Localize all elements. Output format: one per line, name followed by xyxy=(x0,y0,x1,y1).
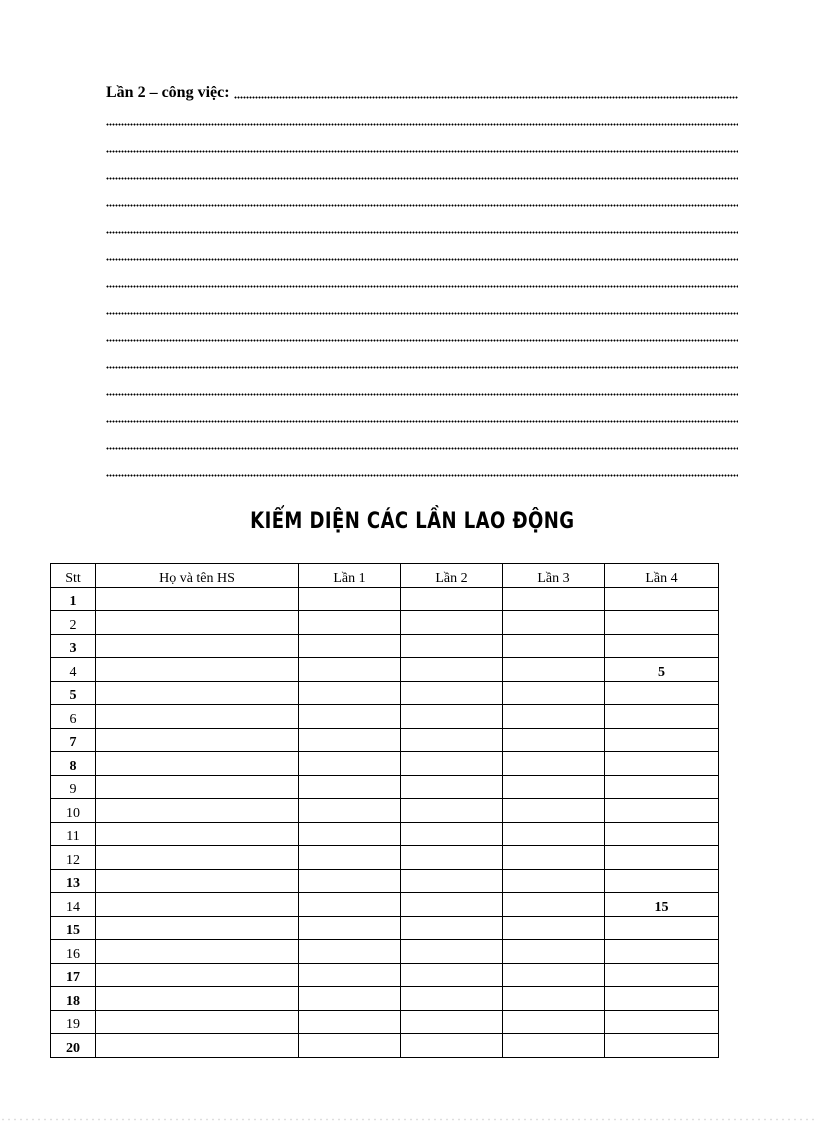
cell-name[interactable] xyxy=(96,705,299,729)
cell-name[interactable] xyxy=(96,987,299,1011)
cell-lan-4[interactable] xyxy=(605,611,719,635)
dotted-fill-line xyxy=(106,231,738,234)
cell-lan-2[interactable] xyxy=(401,822,503,846)
cell-lan-1[interactable] xyxy=(299,869,401,893)
cell-lan-3[interactable] xyxy=(503,916,605,940)
cell-name[interactable] xyxy=(96,634,299,658)
cell-lan-2[interactable] xyxy=(401,869,503,893)
cell-lan-3[interactable] xyxy=(503,587,605,611)
cell-lan-3[interactable] xyxy=(503,752,605,776)
cell-lan-4[interactable] xyxy=(605,916,719,940)
cell-stt: 1 xyxy=(51,587,96,611)
table-row xyxy=(51,822,719,846)
cell-lan-1[interactable] xyxy=(299,611,401,635)
header-name: Họ và tên HS xyxy=(96,564,299,588)
cell-stt: 14 xyxy=(51,893,96,917)
table-row xyxy=(51,916,719,940)
cell-lan-3[interactable] xyxy=(503,1034,605,1058)
table-row xyxy=(51,1010,719,1034)
dotted-fill-line xyxy=(106,150,738,153)
cell-name[interactable] xyxy=(96,846,299,870)
cell-name[interactable] xyxy=(96,1010,299,1034)
work-section xyxy=(106,84,738,480)
cell-lan-3[interactable] xyxy=(503,822,605,846)
cell-lan-2[interactable] xyxy=(401,940,503,964)
dotted-fill-line xyxy=(106,123,738,126)
work-line[interactable] xyxy=(106,291,738,318)
dotted-fill-line xyxy=(106,474,738,477)
dotted-fill-line xyxy=(106,285,738,288)
cell-lan-1[interactable] xyxy=(299,1010,401,1034)
cell-lan-2[interactable] xyxy=(401,775,503,799)
dotted-fill-line xyxy=(234,96,738,99)
cell-lan-2[interactable] xyxy=(401,681,503,705)
cell-lan-1[interactable] xyxy=(299,681,401,705)
cell-lan-3[interactable] xyxy=(503,963,605,987)
cell-lan-3[interactable] xyxy=(503,987,605,1011)
cell-name[interactable] xyxy=(96,1034,299,1058)
cell-name[interactable] xyxy=(96,681,299,705)
cell-lan-4[interactable] xyxy=(605,775,719,799)
work-line[interactable] xyxy=(106,102,738,129)
dotted-fill-line xyxy=(106,366,738,369)
work-line[interactable] xyxy=(106,264,738,291)
cell-lan-1[interactable] xyxy=(299,963,401,987)
work-line[interactable] xyxy=(106,156,738,183)
cell-name[interactable] xyxy=(96,587,299,611)
work-line[interactable] xyxy=(106,453,738,480)
cell-name[interactable] xyxy=(96,658,299,682)
cell-stt: 12 xyxy=(51,846,96,870)
cell-lan-1[interactable] xyxy=(299,893,401,917)
cell-lan-1[interactable] xyxy=(299,846,401,870)
table-row xyxy=(51,681,719,705)
cell-lan-4[interactable] xyxy=(605,728,719,752)
cell-stt: 7 xyxy=(51,728,96,752)
cell-lan-3[interactable] xyxy=(503,846,605,870)
cell-lan-4[interactable] xyxy=(605,587,719,611)
cell-stt: 10 xyxy=(51,799,96,823)
work-line[interactable] xyxy=(106,426,738,453)
table-row xyxy=(51,846,719,870)
cell-name[interactable] xyxy=(96,728,299,752)
table-row xyxy=(51,893,719,917)
cell-lan-4[interactable] xyxy=(605,681,719,705)
table-row xyxy=(51,869,719,893)
cell-lan-1[interactable] xyxy=(299,775,401,799)
cell-stt: 2 xyxy=(51,611,96,635)
dotted-fill-line xyxy=(106,420,738,423)
cell-lan-2[interactable] xyxy=(401,799,503,823)
page-bottom-dots xyxy=(0,1118,816,1121)
table-row xyxy=(51,752,719,776)
cell-stt: 13 xyxy=(51,869,96,893)
table-row xyxy=(51,987,719,1011)
cell-lan-1[interactable] xyxy=(299,916,401,940)
cell-stt: 5 xyxy=(51,681,96,705)
cell-lan-2[interactable] xyxy=(401,987,503,1011)
cell-lan-1[interactable] xyxy=(299,752,401,776)
cell-lan-1[interactable] xyxy=(299,705,401,729)
cell-lan-2[interactable] xyxy=(401,728,503,752)
cell-lan-4[interactable] xyxy=(605,705,719,729)
cell-lan-3[interactable] xyxy=(503,634,605,658)
cell-lan-4[interactable] xyxy=(605,799,719,823)
cell-lan-4[interactable] xyxy=(605,963,719,987)
work-line[interactable] xyxy=(106,183,738,210)
cell-lan-2[interactable] xyxy=(401,1034,503,1058)
cell-name[interactable] xyxy=(96,799,299,823)
cell-name[interactable] xyxy=(96,775,299,799)
cell-lan-2[interactable] xyxy=(401,611,503,635)
cell-lan-1[interactable] xyxy=(299,658,401,682)
table-row xyxy=(51,728,719,752)
work-line-heading[interactable] xyxy=(106,84,738,102)
table-row xyxy=(51,634,719,658)
header-lan-1: Lần 1 xyxy=(299,564,401,588)
cell-name[interactable] xyxy=(96,822,299,846)
table-row xyxy=(51,963,719,987)
cell-lan-3[interactable] xyxy=(503,893,605,917)
cell-lan-4[interactable] xyxy=(605,869,719,893)
cell-lan-2[interactable] xyxy=(401,587,503,611)
dotted-fill-line xyxy=(106,177,738,180)
section-title: KIỂM DIỆN CÁC LẦN LAO ĐỘNG xyxy=(250,509,575,534)
cell-name[interactable] xyxy=(96,869,299,893)
dotted-lines xyxy=(106,102,738,480)
cell-stt: 15 xyxy=(51,916,96,940)
cell-lan-1[interactable] xyxy=(299,587,401,611)
cell-stt: 18 xyxy=(51,987,96,1011)
dotted-fill-line xyxy=(106,393,738,396)
cell-stt: 20 xyxy=(51,1034,96,1058)
cell-lan-1[interactable] xyxy=(299,940,401,964)
cell-lan-3[interactable] xyxy=(503,775,605,799)
cell-lan-2[interactable] xyxy=(401,634,503,658)
cell-lan-3[interactable] xyxy=(503,799,605,823)
cell-lan-1[interactable] xyxy=(299,799,401,823)
table-row xyxy=(51,775,719,799)
cell-stt: 19 xyxy=(51,1010,96,1034)
cell-lan-4[interactable] xyxy=(605,846,719,870)
table-row xyxy=(51,705,719,729)
cell-name[interactable] xyxy=(96,963,299,987)
table-header-row xyxy=(51,564,719,588)
cell-lan-4[interactable]: 15 xyxy=(605,893,719,917)
header-lan-3: Lần 3 xyxy=(503,564,605,588)
table-row xyxy=(51,658,719,682)
cell-lan-1[interactable] xyxy=(299,634,401,658)
cell-lan-1[interactable] xyxy=(299,728,401,752)
cell-lan-4[interactable]: 5 xyxy=(605,658,719,682)
cell-lan-2[interactable] xyxy=(401,705,503,729)
cell-stt: 11 xyxy=(51,822,96,846)
dotted-fill-line xyxy=(106,258,738,261)
header-lan-4: Lần 4 xyxy=(605,564,719,588)
work-line[interactable] xyxy=(106,345,738,372)
table-row xyxy=(51,799,719,823)
work-line[interactable] xyxy=(106,129,738,156)
cell-lan-3[interactable] xyxy=(503,869,605,893)
attendance-table xyxy=(50,563,719,1058)
cell-stt: 17 xyxy=(51,963,96,987)
dotted-fill-line xyxy=(106,447,738,450)
cell-lan-3[interactable] xyxy=(503,940,605,964)
cell-lan-4[interactable] xyxy=(605,634,719,658)
cell-name[interactable] xyxy=(96,916,299,940)
table-row xyxy=(51,611,719,635)
cell-stt: 8 xyxy=(51,752,96,776)
cell-lan-3[interactable] xyxy=(503,1010,605,1034)
cell-lan-1[interactable] xyxy=(299,822,401,846)
cell-lan-2[interactable] xyxy=(401,846,503,870)
work-line[interactable] xyxy=(106,210,738,237)
table-row xyxy=(51,940,719,964)
cell-lan-3[interactable] xyxy=(503,658,605,682)
cell-lan-2[interactable] xyxy=(401,1010,503,1034)
cell-stt: 3 xyxy=(51,634,96,658)
dotted-fill-line xyxy=(106,312,738,315)
cell-stt: 16 xyxy=(51,940,96,964)
cell-lan-2[interactable] xyxy=(401,916,503,940)
cell-lan-1[interactable] xyxy=(299,1034,401,1058)
cell-stt: 4 xyxy=(51,658,96,682)
cell-stt: 9 xyxy=(51,775,96,799)
cell-lan-3[interactable] xyxy=(503,705,605,729)
cell-lan-3[interactable] xyxy=(503,728,605,752)
cell-name[interactable] xyxy=(96,940,299,964)
dotted-fill-line xyxy=(106,339,738,342)
cell-lan-1[interactable] xyxy=(299,987,401,1011)
cell-name[interactable] xyxy=(96,611,299,635)
cell-lan-3[interactable] xyxy=(503,681,605,705)
work-line[interactable] xyxy=(106,237,738,264)
work-line[interactable] xyxy=(106,399,738,426)
cell-lan-4[interactable] xyxy=(605,822,719,846)
cell-lan-4[interactable] xyxy=(605,940,719,964)
dotted-fill-line xyxy=(106,204,738,207)
work-line[interactable] xyxy=(106,372,738,399)
cell-lan-4[interactable] xyxy=(605,1010,719,1034)
header-stt: Stt xyxy=(51,564,96,588)
work-line[interactable] xyxy=(106,318,738,345)
cell-lan-3[interactable] xyxy=(503,611,605,635)
cell-lan-2[interactable] xyxy=(401,752,503,776)
table-row xyxy=(51,587,719,611)
cell-lan-2[interactable] xyxy=(401,658,503,682)
cell-lan-4[interactable] xyxy=(605,1034,719,1058)
cell-stt: 6 xyxy=(51,705,96,729)
header-lan-2: Lần 2 xyxy=(401,564,503,588)
table-row xyxy=(51,1034,719,1058)
cell-lan-4[interactable] xyxy=(605,752,719,776)
cell-name[interactable] xyxy=(96,893,299,917)
work-label: Lần 2 – công việc: xyxy=(106,84,230,101)
cell-lan-4[interactable] xyxy=(605,987,719,1011)
cell-name[interactable] xyxy=(96,752,299,776)
cell-lan-2[interactable] xyxy=(401,893,503,917)
cell-lan-2[interactable] xyxy=(401,963,503,987)
